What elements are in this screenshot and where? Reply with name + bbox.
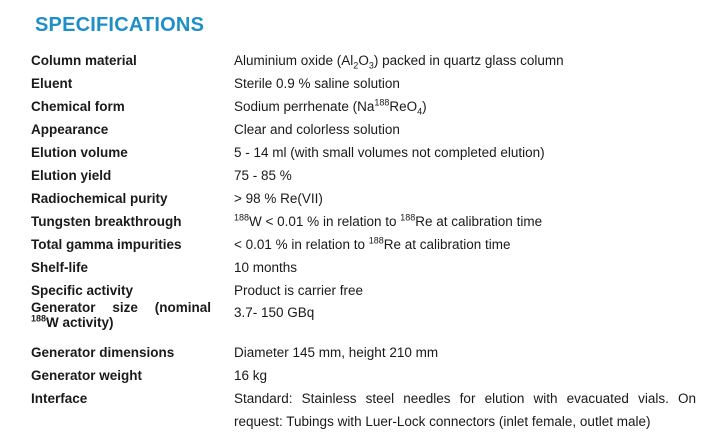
spec-label: Radiochemical purity — [31, 191, 168, 206]
spec-value: Diameter 145 mm, height 210 mm — [234, 345, 439, 360]
spec-value: 3.7- 150 GBq — [234, 305, 315, 320]
spec-label: Total gamma impurities — [31, 237, 182, 252]
spec-value: Clear and colorless solution — [234, 122, 400, 137]
spec-value: $^{188}$W < 0.01 % in relation to $^{188}$Re at calibration time — [234, 212, 543, 229]
spec-value: 75 - 85 % — [234, 168, 292, 183]
spec-value: Product is carrier free — [234, 283, 364, 298]
section-heading: SPECIFICATIONS — [35, 14, 205, 36]
spec-value: Standard: Stainless steel needles for elution with evacuated vials. On request: Tubings with Luer-Lock connectors (inlet female, outlet male) — [234, 391, 696, 429]
spec-value: 10 months — [234, 260, 298, 275]
spec-label: Generator weight — [31, 368, 143, 383]
spec-label: Column material — [31, 53, 137, 68]
spec-value: Aluminium oxide $(Al_2O_3)$ packed in quartz glass column — [234, 53, 564, 71]
spec-value: > 98 % Re(VII) — [234, 191, 323, 206]
spec-label: Shelf-life — [31, 260, 89, 275]
spec-label: Interface — [31, 391, 88, 406]
spec-label: Generator size (nominal $^{188}$W activity) — [31, 300, 211, 330]
spec-value: Sodium perrhenate $(Na^{188}ReO_4)$ — [234, 97, 427, 117]
spec-label: Generator dimensions — [31, 345, 175, 360]
spec-label: Eluent — [31, 76, 73, 91]
spec-value: 16 kg — [234, 368, 268, 383]
spec-label: Elution yield — [31, 168, 112, 183]
spec-value: < 0.01 % in relation to $^{188}$Re at calibration time — [234, 235, 511, 252]
spec-label: Elution volume — [31, 145, 128, 160]
spec-label: Specific activity — [31, 283, 134, 298]
spec-label: Appearance — [31, 122, 109, 137]
spec-label: Tungsten breakthrough — [31, 214, 182, 229]
spec-label: Chemical form — [31, 99, 125, 114]
spec-value: 5 - 14 ml (with small volumes not completed elution) — [234, 145, 545, 160]
spec-value: Sterile 0.9 % saline solution — [234, 76, 400, 91]
